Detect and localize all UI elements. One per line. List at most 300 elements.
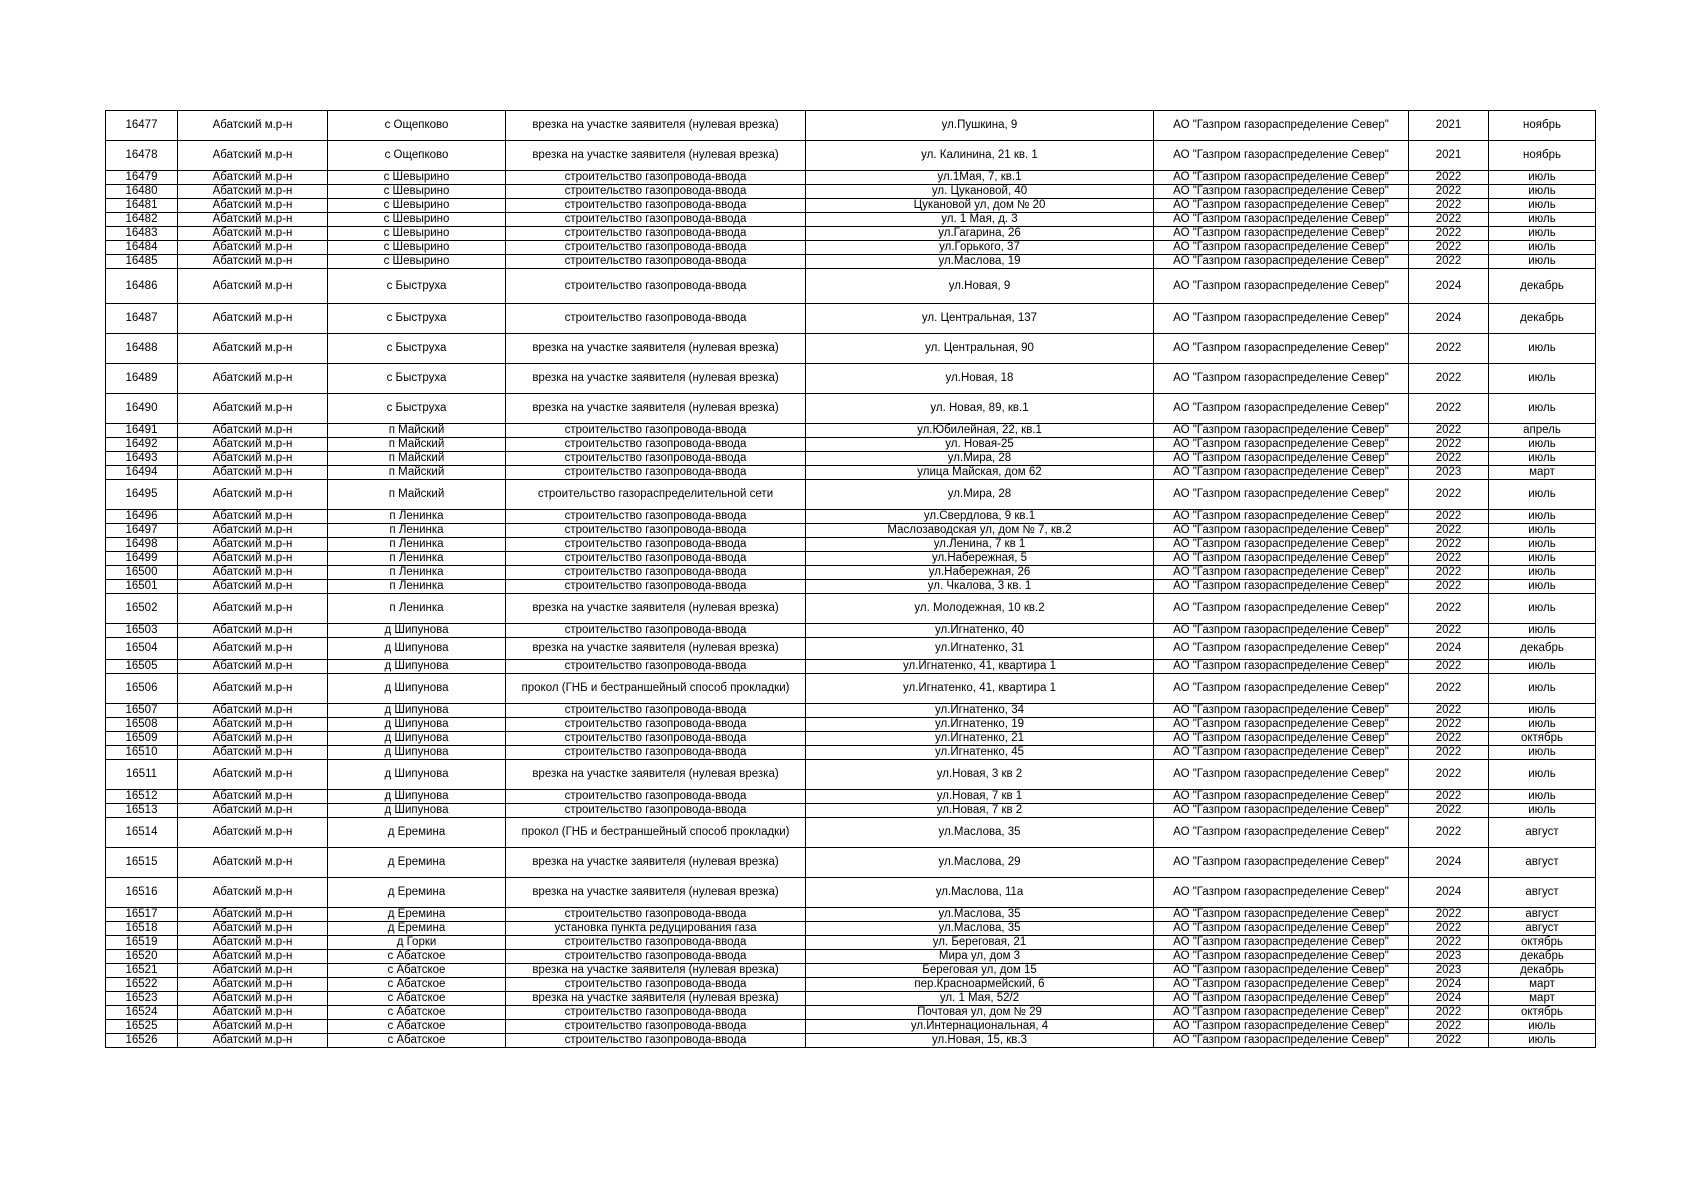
table-row: [106, 510, 1596, 524]
cell-district: Абатский м.р-н: [178, 566, 328, 580]
cell-year: 2022: [1409, 334, 1489, 364]
cell-row-number: 16500: [106, 566, 178, 580]
cell-month: ноябрь: [1489, 111, 1596, 141]
cell-organization: АО "Газпром газораспределение Север": [1154, 978, 1409, 992]
cell-district: Абатский м.р-н: [178, 510, 328, 524]
cell-month: апрель: [1489, 424, 1596, 438]
cell-district: Абатский м.р-н: [178, 878, 328, 908]
table-row: [106, 466, 1596, 480]
cell-settlement: п Майский: [328, 438, 506, 452]
cell-settlement: с Быструха: [328, 334, 506, 364]
cell-district: Абатский м.р-н: [178, 424, 328, 438]
cell-district: Абатский м.р-н: [178, 674, 328, 704]
cell-work-type: врезка на участке заявителя (нулевая врезка): [506, 594, 806, 624]
cell-year: 2022: [1409, 524, 1489, 538]
table-row: [106, 185, 1596, 199]
cell-row-number: 16493: [106, 452, 178, 466]
cell-address: ул.Новая, 9: [806, 269, 1154, 304]
cell-work-type: строительство газопровода-ввода: [506, 908, 806, 922]
cell-work-type: строительство газопровода-ввода: [506, 304, 806, 334]
cell-work-type: врезка на участке заявителя (нулевая врезка): [506, 638, 806, 660]
cell-month: июль: [1489, 255, 1596, 269]
cell-work-type: строительство газопровода-ввода: [506, 1006, 806, 1020]
cell-row-number: 16487: [106, 304, 178, 334]
cell-row-number: 16525: [106, 1020, 178, 1034]
cell-settlement: д Шипунова: [328, 760, 506, 790]
table-row: [106, 438, 1596, 452]
cell-work-type: врезка на участке заявителя (нулевая врезка): [506, 848, 806, 878]
cell-address: ул.Юбилейная, 22, кв.1: [806, 424, 1154, 438]
cell-work-type: строительство газопровода-ввода: [506, 185, 806, 199]
cell-district: Абатский м.р-н: [178, 199, 328, 213]
cell-row-number: 16478: [106, 141, 178, 171]
cell-month: июль: [1489, 760, 1596, 790]
cell-district: Абатский м.р-н: [178, 790, 328, 804]
cell-row-number: 16514: [106, 818, 178, 848]
cell-address: улица Майская, дом 62: [806, 466, 1154, 480]
cell-year: 2022: [1409, 538, 1489, 552]
cell-work-type: прокол (ГНБ и бестраншейный способ прокладки): [506, 674, 806, 704]
cell-settlement: с Быструха: [328, 304, 506, 334]
cell-organization: АО "Газпром газораспределение Север": [1154, 438, 1409, 452]
table-row: [106, 199, 1596, 213]
cell-row-number: 16516: [106, 878, 178, 908]
cell-work-type: врезка на участке заявителя (нулевая врезка): [506, 394, 806, 424]
cell-month: июль: [1489, 334, 1596, 364]
cell-work-type: строительство газопровода-ввода: [506, 978, 806, 992]
cell-address: Береговая ул, дом 15: [806, 964, 1154, 978]
cell-settlement: д Еремина: [328, 848, 506, 878]
cell-row-number: 16496: [106, 510, 178, 524]
cell-year: 2022: [1409, 171, 1489, 185]
cell-settlement: д Шипунова: [328, 674, 506, 704]
cell-organization: АО "Газпром газораспределение Север": [1154, 580, 1409, 594]
cell-month: июль: [1489, 594, 1596, 624]
cell-row-number: 16523: [106, 992, 178, 1006]
cell-district: Абатский м.р-н: [178, 922, 328, 936]
cell-work-type: строительство газопровода-ввода: [506, 580, 806, 594]
cell-year: 2022: [1409, 364, 1489, 394]
cell-district: Абатский м.р-н: [178, 552, 328, 566]
cell-district: Абатский м.р-н: [178, 111, 328, 141]
cell-month: октябрь: [1489, 936, 1596, 950]
cell-work-type: строительство газопровода-ввода: [506, 704, 806, 718]
cell-address: Мира ул, дом 3: [806, 950, 1154, 964]
cell-address: ул.Игнатенко, 31: [806, 638, 1154, 660]
cell-settlement: с Шевырино: [328, 227, 506, 241]
cell-row-number: 16509: [106, 732, 178, 746]
cell-address: ул.Гагарина, 26: [806, 227, 1154, 241]
cell-month: октябрь: [1489, 732, 1596, 746]
table-body: [106, 111, 1596, 1048]
cell-year: 2022: [1409, 718, 1489, 732]
cell-work-type: строительство газопровода-ввода: [506, 255, 806, 269]
cell-year: 2021: [1409, 141, 1489, 171]
table-row: [106, 304, 1596, 334]
cell-row-number: 16512: [106, 790, 178, 804]
cell-work-type: строительство газопровода-ввода: [506, 227, 806, 241]
cell-row-number: 16494: [106, 466, 178, 480]
cell-row-number: 16521: [106, 964, 178, 978]
cell-settlement: с Абатское: [328, 1034, 506, 1048]
cell-address: ул.Мира, 28: [806, 480, 1154, 510]
cell-year: 2022: [1409, 566, 1489, 580]
cell-month: март: [1489, 466, 1596, 480]
cell-month: июль: [1489, 704, 1596, 718]
cell-work-type: строительство газопровода-ввода: [506, 438, 806, 452]
gasification-table: [105, 110, 1596, 1048]
table-row: [106, 660, 1596, 674]
table-row: [106, 1020, 1596, 1034]
cell-district: Абатский м.р-н: [178, 950, 328, 964]
table-row: [106, 394, 1596, 424]
cell-settlement: п Ленинка: [328, 566, 506, 580]
cell-district: Абатский м.р-н: [178, 818, 328, 848]
cell-row-number: 16519: [106, 936, 178, 950]
cell-address: ул. 1 Мая, д. 3: [806, 213, 1154, 227]
cell-month: июль: [1489, 241, 1596, 255]
cell-organization: АО "Газпром газораспределение Север": [1154, 510, 1409, 524]
cell-month: декабрь: [1489, 950, 1596, 964]
cell-row-number: 16498: [106, 538, 178, 552]
table-row: [106, 141, 1596, 171]
cell-row-number: 16503: [106, 624, 178, 638]
cell-address: ул.Маслова, 35: [806, 908, 1154, 922]
cell-district: Абатский м.р-н: [178, 141, 328, 171]
cell-month: август: [1489, 922, 1596, 936]
cell-year: 2024: [1409, 878, 1489, 908]
cell-row-number: 16479: [106, 171, 178, 185]
table-row: [106, 992, 1596, 1006]
table-row: [106, 922, 1596, 936]
cell-address: Маслозаводская ул, дом № 7, кв.2: [806, 524, 1154, 538]
table-row: [106, 964, 1596, 978]
cell-district: Абатский м.р-н: [178, 718, 328, 732]
cell-settlement: с Быструха: [328, 364, 506, 394]
table-row: [106, 746, 1596, 760]
cell-month: июль: [1489, 510, 1596, 524]
cell-settlement: д Горки: [328, 936, 506, 950]
cell-settlement: д Шипунова: [328, 624, 506, 638]
cell-district: Абатский м.р-н: [178, 804, 328, 818]
cell-organization: АО "Газпром газораспределение Север": [1154, 1006, 1409, 1020]
cell-organization: АО "Газпром газораспределение Север": [1154, 950, 1409, 964]
cell-work-type: строительство газопровода-ввода: [506, 552, 806, 566]
table-row: [106, 552, 1596, 566]
cell-organization: АО "Газпром газораспределение Север": [1154, 213, 1409, 227]
cell-work-type: прокол (ГНБ и бестраншейный способ прокладки): [506, 818, 806, 848]
cell-address: ул. 1 Мая, 52/2: [806, 992, 1154, 1006]
cell-settlement: п Ленинка: [328, 538, 506, 552]
cell-month: июль: [1489, 718, 1596, 732]
cell-address: ул.Игнатенко, 41, квартира 1: [806, 674, 1154, 704]
cell-address: ул.Свердлова, 9 кв.1: [806, 510, 1154, 524]
cell-organization: АО "Газпром газораспределение Север": [1154, 304, 1409, 334]
cell-month: июль: [1489, 790, 1596, 804]
cell-year: 2022: [1409, 255, 1489, 269]
cell-row-number: 16518: [106, 922, 178, 936]
cell-work-type: строительство газопровода-ввода: [506, 466, 806, 480]
cell-address: ул.Маслова, 35: [806, 922, 1154, 936]
cell-work-type: врезка на участке заявителя (нулевая врезка): [506, 992, 806, 1006]
cell-organization: АО "Газпром газораспределение Север": [1154, 552, 1409, 566]
cell-organization: АО "Газпром газораспределение Север": [1154, 848, 1409, 878]
table-row: [106, 704, 1596, 718]
cell-row-number: 16504: [106, 638, 178, 660]
cell-settlement: д Еремина: [328, 878, 506, 908]
cell-address: ул.Новая, 15, кв.3: [806, 1034, 1154, 1048]
cell-settlement: с Абатское: [328, 978, 506, 992]
cell-organization: АО "Газпром газораспределение Север": [1154, 804, 1409, 818]
cell-district: Абатский м.р-н: [178, 1034, 328, 1048]
cell-settlement: п Майский: [328, 452, 506, 466]
table-row: [106, 790, 1596, 804]
cell-organization: АО "Газпром газораспределение Север": [1154, 964, 1409, 978]
cell-year: 2022: [1409, 1020, 1489, 1034]
cell-settlement: с Шевырино: [328, 213, 506, 227]
cell-organization: АО "Газпром газораспределение Север": [1154, 538, 1409, 552]
cell-settlement: п Ленинка: [328, 510, 506, 524]
cell-district: Абатский м.р-н: [178, 452, 328, 466]
table-row: [106, 848, 1596, 878]
cell-work-type: строительство газопровода-ввода: [506, 213, 806, 227]
cell-year: 2022: [1409, 452, 1489, 466]
cell-month: июль: [1489, 660, 1596, 674]
cell-year: 2022: [1409, 480, 1489, 510]
cell-address: ул.1Мая, 7, кв.1: [806, 171, 1154, 185]
cell-year: 2022: [1409, 660, 1489, 674]
table-row: [106, 480, 1596, 510]
cell-row-number: 16501: [106, 580, 178, 594]
table-row: [106, 241, 1596, 255]
cell-row-number: 16491: [106, 424, 178, 438]
cell-district: Абатский м.р-н: [178, 438, 328, 452]
cell-organization: АО "Газпром газораспределение Север": [1154, 424, 1409, 438]
cell-year: 2022: [1409, 804, 1489, 818]
cell-district: Абатский м.р-н: [178, 660, 328, 674]
cell-settlement: с Шевырино: [328, 185, 506, 199]
cell-work-type: строительство газопровода-ввода: [506, 660, 806, 674]
cell-year: 2022: [1409, 908, 1489, 922]
cell-month: август: [1489, 878, 1596, 908]
cell-month: июль: [1489, 624, 1596, 638]
cell-month: июль: [1489, 1034, 1596, 1048]
cell-settlement: с Абатское: [328, 992, 506, 1006]
cell-address: ул.Новая, 7 кв 1: [806, 790, 1154, 804]
cell-settlement: с Ощепково: [328, 111, 506, 141]
cell-month: июль: [1489, 394, 1596, 424]
cell-row-number: 16480: [106, 185, 178, 199]
cell-work-type: строительство газопровода-ввода: [506, 566, 806, 580]
cell-address: ул.Маслова, 11а: [806, 878, 1154, 908]
cell-month: июль: [1489, 566, 1596, 580]
table-row: [106, 594, 1596, 624]
cell-organization: АО "Газпром газораспределение Север": [1154, 594, 1409, 624]
cell-month: август: [1489, 848, 1596, 878]
cell-address: пер.Красноармейский, 6: [806, 978, 1154, 992]
cell-address: ул.Игнатенко, 40: [806, 624, 1154, 638]
cell-month: июль: [1489, 364, 1596, 394]
cell-month: декабрь: [1489, 964, 1596, 978]
cell-year: 2022: [1409, 704, 1489, 718]
cell-work-type: строительство газопровода-ввода: [506, 241, 806, 255]
cell-district: Абатский м.р-н: [178, 538, 328, 552]
cell-district: Абатский м.р-н: [178, 580, 328, 594]
cell-month: июль: [1489, 552, 1596, 566]
cell-year: 2022: [1409, 1034, 1489, 1048]
cell-work-type: врезка на участке заявителя (нулевая врезка): [506, 878, 806, 908]
cell-work-type: строительство газопровода-ввода: [506, 171, 806, 185]
cell-year: 2022: [1409, 936, 1489, 950]
cell-work-type: строительство газопровода-ввода: [506, 804, 806, 818]
cell-work-type: врезка на участке заявителя (нулевая врезка): [506, 760, 806, 790]
cell-organization: АО "Газпром газораспределение Север": [1154, 732, 1409, 746]
cell-address: ул. Цукановой, 40: [806, 185, 1154, 199]
cell-district: Абатский м.р-н: [178, 480, 328, 510]
cell-work-type: строительство газопровода-ввода: [506, 936, 806, 950]
cell-year: 2022: [1409, 746, 1489, 760]
cell-district: Абатский м.р-н: [178, 908, 328, 922]
cell-month: июль: [1489, 213, 1596, 227]
cell-district: Абатский м.р-н: [178, 171, 328, 185]
cell-row-number: 16497: [106, 524, 178, 538]
cell-year: 2022: [1409, 922, 1489, 936]
cell-organization: АО "Газпром газораспределение Север": [1154, 199, 1409, 213]
cell-work-type: строительство газопровода-ввода: [506, 524, 806, 538]
cell-organization: АО "Газпром газораспределение Север": [1154, 878, 1409, 908]
cell-year: 2024: [1409, 638, 1489, 660]
cell-address: ул. Центральная, 90: [806, 334, 1154, 364]
cell-month: июль: [1489, 580, 1596, 594]
cell-district: Абатский м.р-н: [178, 524, 328, 538]
table-row: [106, 978, 1596, 992]
table-row: [106, 524, 1596, 538]
cell-year: 2024: [1409, 992, 1489, 1006]
table-row: [106, 111, 1596, 141]
cell-address: ул. Новая-25: [806, 438, 1154, 452]
cell-district: Абатский м.р-н: [178, 704, 328, 718]
cell-work-type: строительство газопровода-ввода: [506, 538, 806, 552]
cell-year: 2022: [1409, 227, 1489, 241]
cell-district: Абатский м.р-н: [178, 978, 328, 992]
table-row: [106, 580, 1596, 594]
cell-organization: АО "Газпром газораспределение Север": [1154, 992, 1409, 1006]
cell-row-number: 16520: [106, 950, 178, 964]
cell-organization: АО "Газпром газораспределение Север": [1154, 364, 1409, 394]
cell-month: июль: [1489, 480, 1596, 510]
cell-organization: АО "Газпром газораспределение Север": [1154, 760, 1409, 790]
cell-district: Абатский м.р-н: [178, 213, 328, 227]
table-row: [106, 213, 1596, 227]
cell-district: Абатский м.р-н: [178, 746, 328, 760]
cell-year: 2023: [1409, 964, 1489, 978]
cell-organization: АО "Газпром газораспределение Север": [1154, 660, 1409, 674]
cell-organization: АО "Газпром газораспределение Север": [1154, 255, 1409, 269]
cell-work-type: врезка на участке заявителя (нулевая врезка): [506, 334, 806, 364]
cell-organization: АО "Газпром газораспределение Север": [1154, 746, 1409, 760]
cell-row-number: 16507: [106, 704, 178, 718]
cell-year: 2022: [1409, 594, 1489, 624]
cell-district: Абатский м.р-н: [178, 1006, 328, 1020]
cell-row-number: 16513: [106, 804, 178, 818]
cell-row-number: 16499: [106, 552, 178, 566]
cell-district: Абатский м.р-н: [178, 992, 328, 1006]
cell-row-number: 16508: [106, 718, 178, 732]
cell-row-number: 16481: [106, 199, 178, 213]
cell-district: Абатский м.р-н: [178, 227, 328, 241]
cell-organization: АО "Газпром газораспределение Север": [1154, 936, 1409, 950]
cell-district: Абатский м.р-н: [178, 185, 328, 199]
cell-organization: АО "Газпром газораспределение Север": [1154, 394, 1409, 424]
cell-year: 2022: [1409, 424, 1489, 438]
table-row: [106, 818, 1596, 848]
cell-organization: АО "Газпром газораспределение Север": [1154, 171, 1409, 185]
cell-row-number: 16484: [106, 241, 178, 255]
cell-settlement: с Абатское: [328, 964, 506, 978]
cell-work-type: строительство газопровода-ввода: [506, 1020, 806, 1034]
cell-row-number: 16515: [106, 848, 178, 878]
cell-work-type: строительство газопровода-ввода: [506, 718, 806, 732]
cell-organization: АО "Газпром газораспределение Север": [1154, 566, 1409, 580]
cell-row-number: 16517: [106, 908, 178, 922]
cell-work-type: строительство газопровода-ввода: [506, 199, 806, 213]
cell-address: ул.Игнатенко, 41, квартира 1: [806, 660, 1154, 674]
cell-address: ул.Набережная, 5: [806, 552, 1154, 566]
cell-work-type: строительство газопровода-ввода: [506, 746, 806, 760]
cell-year: 2022: [1409, 818, 1489, 848]
cell-organization: АО "Газпром газораспределение Север": [1154, 466, 1409, 480]
cell-address: ул. Калинина, 21 кв. 1: [806, 141, 1154, 171]
cell-organization: АО "Газпром газораспределение Север": [1154, 269, 1409, 304]
cell-year: 2024: [1409, 978, 1489, 992]
table-row: [106, 452, 1596, 466]
cell-district: Абатский м.р-н: [178, 964, 328, 978]
cell-row-number: 16495: [106, 480, 178, 510]
cell-district: Абатский м.р-н: [178, 241, 328, 255]
cell-address: ул. Молодежная, 10 кв.2: [806, 594, 1154, 624]
cell-month: август: [1489, 818, 1596, 848]
table-row: [106, 950, 1596, 964]
cell-year: 2022: [1409, 510, 1489, 524]
cell-year: 2022: [1409, 438, 1489, 452]
cell-address: ул.Игнатенко, 21: [806, 732, 1154, 746]
cell-year: 2023: [1409, 466, 1489, 480]
cell-district: Абатский м.р-н: [178, 848, 328, 878]
table-row: [106, 171, 1596, 185]
cell-year: 2022: [1409, 624, 1489, 638]
cell-settlement: д Шипунова: [328, 790, 506, 804]
table-row: [106, 878, 1596, 908]
cell-settlement: д Шипунова: [328, 746, 506, 760]
cell-month: июль: [1489, 227, 1596, 241]
cell-year: 2024: [1409, 269, 1489, 304]
cell-address: ул. Центральная, 137: [806, 304, 1154, 334]
cell-work-type: врезка на участке заявителя (нулевая врезка): [506, 364, 806, 394]
cell-year: 2024: [1409, 304, 1489, 334]
cell-district: Абатский м.р-н: [178, 394, 328, 424]
cell-month: декабрь: [1489, 269, 1596, 304]
cell-year: 2022: [1409, 185, 1489, 199]
cell-organization: АО "Газпром газораспределение Север": [1154, 624, 1409, 638]
cell-month: март: [1489, 978, 1596, 992]
table-row: [106, 227, 1596, 241]
cell-work-type: установка пункта редуцирования газа: [506, 922, 806, 936]
cell-month: октябрь: [1489, 1006, 1596, 1020]
cell-organization: АО "Газпром газораспределение Север": [1154, 111, 1409, 141]
cell-district: Абатский м.р-н: [178, 624, 328, 638]
cell-settlement: с Абатское: [328, 950, 506, 964]
table-row: [106, 674, 1596, 704]
